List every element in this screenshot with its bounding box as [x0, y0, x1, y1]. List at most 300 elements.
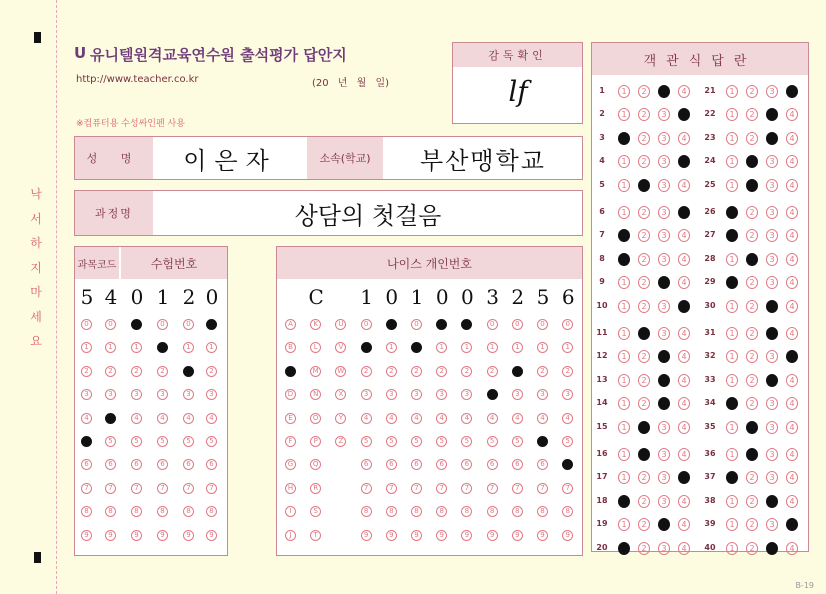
answer-bubble[interactable]: 2 [638, 253, 650, 266]
answer-bubble[interactable]: 1 [618, 179, 630, 192]
answer-bubble[interactable]: 2 [746, 542, 758, 555]
omr-bubble[interactable]: 0 [386, 319, 397, 330]
omr-letter-bubble[interactable]: T [310, 530, 321, 541]
answer-bubble[interactable]: 4 [678, 471, 690, 484]
omr-bubble[interactable]: 1 [512, 342, 523, 353]
omr-bubble[interactable]: 2 [81, 366, 92, 377]
answer-bubble[interactable]: 2 [638, 327, 650, 340]
answer-bubble[interactable]: 3 [658, 300, 670, 313]
omr-bubble[interactable]: 8 [562, 506, 573, 517]
answer-bubble[interactable]: 3 [766, 542, 778, 555]
omr-bubble[interactable]: 8 [206, 506, 217, 517]
answer-bubble[interactable]: 1 [726, 542, 738, 555]
answer-bubble[interactable]: 4 [678, 397, 690, 410]
answer-bubble[interactable]: 3 [766, 300, 778, 313]
omr-letter-bubble[interactable]: A [285, 319, 296, 330]
answer-bubble[interactable]: 2 [746, 85, 758, 98]
answer-bubble[interactable]: 2 [638, 350, 650, 363]
answer-bubble[interactable]: 2 [638, 374, 650, 387]
omr-letter-bubble[interactable]: J [285, 530, 296, 541]
omr-bubble[interactable]: 6 [487, 459, 498, 470]
omr-bubble[interactable]: 8 [183, 506, 194, 517]
answer-bubble[interactable]: 3 [658, 132, 670, 145]
omr-bubble[interactable]: 1 [411, 342, 422, 353]
answer-bubble[interactable]: 1 [726, 155, 738, 168]
answer-bubble[interactable]: 1 [726, 132, 738, 145]
answer-bubble[interactable]: 1 [726, 350, 738, 363]
answer-bubble[interactable]: 3 [658, 518, 670, 531]
omr-bubble[interactable]: 1 [537, 342, 548, 353]
answer-bubble[interactable]: 1 [726, 448, 738, 461]
answer-bubble[interactable]: 3 [658, 253, 670, 266]
omr-bubble[interactable]: 8 [105, 506, 116, 517]
omr-bubble[interactable]: 2 [487, 366, 498, 377]
omr-bubble[interactable]: 7 [206, 483, 217, 494]
omr-bubble[interactable]: 8 [361, 506, 372, 517]
answer-bubble[interactable]: 2 [638, 471, 650, 484]
omr-bubble[interactable]: 3 [183, 389, 194, 400]
omr-bubble[interactable]: 6 [81, 459, 92, 470]
answer-bubble[interactable]: 2 [746, 179, 758, 192]
answer-bubble[interactable]: 1 [726, 397, 738, 410]
omr-bubble[interactable]: 1 [183, 342, 194, 353]
omr-letter-bubble[interactable]: P [310, 436, 321, 447]
answer-bubble[interactable]: 1 [618, 132, 630, 145]
omr-letter-bubble[interactable]: E [285, 413, 296, 424]
answer-bubble[interactable]: 4 [786, 85, 798, 98]
answer-bubble[interactable]: 4 [678, 327, 690, 340]
answer-bubble[interactable]: 3 [766, 155, 778, 168]
answer-bubble[interactable]: 1 [726, 85, 738, 98]
answer-bubble[interactable]: 2 [746, 155, 758, 168]
omr-bubble[interactable]: 7 [386, 483, 397, 494]
omr-bubble[interactable]: 6 [157, 459, 168, 470]
omr-bubble[interactable]: 9 [487, 530, 498, 541]
answer-bubble[interactable]: 3 [766, 108, 778, 121]
omr-bubble[interactable]: 0 [411, 319, 422, 330]
answer-bubble[interactable]: 2 [638, 300, 650, 313]
omr-bubble[interactable]: 9 [81, 530, 92, 541]
answer-bubble[interactable]: 2 [638, 132, 650, 145]
omr-letter-bubble[interactable]: B [285, 342, 296, 353]
answer-bubble[interactable]: 1 [618, 542, 630, 555]
answer-bubble[interactable]: 4 [786, 350, 798, 363]
omr-bubble[interactable]: 5 [436, 436, 447, 447]
omr-bubble[interactable]: 1 [157, 342, 168, 353]
omr-bubble[interactable]: 4 [361, 413, 372, 424]
answer-bubble[interactable]: 3 [766, 253, 778, 266]
omr-bubble[interactable]: 9 [512, 530, 523, 541]
omr-bubble[interactable]: 7 [461, 483, 472, 494]
omr-bubble[interactable]: 0 [206, 319, 217, 330]
omr-bubble[interactable]: 9 [206, 530, 217, 541]
answer-bubble[interactable]: 2 [746, 397, 758, 410]
answer-bubble[interactable]: 2 [638, 276, 650, 289]
answer-bubble[interactable]: 1 [618, 397, 630, 410]
omr-bubble[interactable]: 2 [386, 366, 397, 377]
answer-bubble[interactable]: 3 [766, 518, 778, 531]
omr-bubble[interactable]: 3 [206, 389, 217, 400]
omr-bubble[interactable]: 7 [537, 483, 548, 494]
omr-bubble[interactable]: 3 [562, 389, 573, 400]
answer-bubble[interactable]: 3 [658, 206, 670, 219]
answer-bubble[interactable]: 3 [766, 179, 778, 192]
omr-bubble[interactable]: 2 [206, 366, 217, 377]
omr-bubble[interactable]: 9 [537, 530, 548, 541]
omr-letter-bubble[interactable]: O [310, 413, 321, 424]
omr-bubble[interactable]: 3 [512, 389, 523, 400]
omr-bubble[interactable]: 6 [386, 459, 397, 470]
answer-bubble[interactable]: 4 [786, 229, 798, 242]
answer-bubble[interactable]: 2 [746, 327, 758, 340]
omr-bubble[interactable]: 8 [157, 506, 168, 517]
omr-letter-bubble[interactable]: U [335, 319, 346, 330]
answer-bubble[interactable]: 3 [658, 495, 670, 508]
omr-bubble[interactable]: 8 [436, 506, 447, 517]
answer-bubble[interactable]: 1 [618, 300, 630, 313]
answer-bubble[interactable]: 4 [786, 253, 798, 266]
answer-bubble[interactable]: 4 [678, 276, 690, 289]
answer-bubble[interactable]: 4 [678, 542, 690, 555]
answer-bubble[interactable]: 4 [678, 518, 690, 531]
answer-bubble[interactable]: 2 [746, 421, 758, 434]
omr-bubble[interactable]: 9 [157, 530, 168, 541]
omr-bubble[interactable]: 1 [386, 342, 397, 353]
answer-bubble[interactable]: 4 [786, 300, 798, 313]
omr-bubble[interactable]: 9 [386, 530, 397, 541]
omr-bubble[interactable]: 6 [436, 459, 447, 470]
omr-letter-bubble[interactable]: L [310, 342, 321, 353]
omr-letter-bubble[interactable]: Z [335, 436, 346, 447]
omr-bubble[interactable]: 7 [361, 483, 372, 494]
answer-bubble[interactable]: 4 [786, 542, 798, 555]
answer-bubble[interactable]: 2 [746, 276, 758, 289]
omr-bubble[interactable]: 8 [487, 506, 498, 517]
answer-bubble[interactable]: 1 [618, 253, 630, 266]
answer-bubble[interactable]: 4 [678, 108, 690, 121]
answer-bubble[interactable]: 4 [678, 495, 690, 508]
omr-bubble[interactable]: 3 [487, 389, 498, 400]
omr-bubble[interactable]: 5 [81, 436, 92, 447]
omr-bubble[interactable]: 3 [436, 389, 447, 400]
omr-bubble[interactable]: 7 [183, 483, 194, 494]
omr-bubble[interactable]: 1 [461, 342, 472, 353]
answer-bubble[interactable]: 2 [638, 206, 650, 219]
omr-bubble[interactable]: 0 [105, 319, 116, 330]
omr-bubble[interactable]: 3 [537, 389, 548, 400]
omr-bubble[interactable]: 0 [183, 319, 194, 330]
omr-bubble[interactable]: 0 [512, 319, 523, 330]
omr-bubble[interactable]: 4 [105, 413, 116, 424]
omr-bubble[interactable]: 4 [461, 413, 472, 424]
answer-bubble[interactable]: 2 [746, 229, 758, 242]
omr-bubble[interactable]: 7 [436, 483, 447, 494]
answer-bubble[interactable]: 1 [618, 495, 630, 508]
answer-bubble[interactable]: 2 [746, 374, 758, 387]
answer-bubble[interactable]: 1 [618, 350, 630, 363]
answer-bubble[interactable]: 4 [786, 448, 798, 461]
omr-bubble[interactable]: 8 [461, 506, 472, 517]
answer-bubble[interactable]: 3 [766, 327, 778, 340]
answer-bubble[interactable]: 1 [618, 229, 630, 242]
omr-bubble[interactable]: 0 [81, 319, 92, 330]
omr-bubble[interactable]: 0 [157, 319, 168, 330]
answer-bubble[interactable]: 4 [678, 421, 690, 434]
omr-bubble[interactable]: 4 [512, 413, 523, 424]
answer-bubble[interactable]: 4 [678, 229, 690, 242]
omr-bubble[interactable]: 3 [461, 389, 472, 400]
answer-bubble[interactable]: 4 [786, 421, 798, 434]
answer-bubble[interactable]: 3 [766, 471, 778, 484]
omr-bubble[interactable]: 5 [131, 436, 142, 447]
answer-bubble[interactable]: 3 [766, 350, 778, 363]
omr-bubble[interactable]: 7 [105, 483, 116, 494]
omr-letter-bubble[interactable]: R [310, 483, 321, 494]
omr-bubble[interactable]: 9 [411, 530, 422, 541]
omr-bubble[interactable]: 6 [361, 459, 372, 470]
answer-bubble[interactable]: 1 [726, 421, 738, 434]
answer-bubble[interactable]: 1 [726, 229, 738, 242]
answer-bubble[interactable]: 4 [786, 132, 798, 145]
answer-bubble[interactable]: 3 [658, 85, 670, 98]
omr-bubble[interactable]: 7 [411, 483, 422, 494]
answer-bubble[interactable]: 2 [746, 132, 758, 145]
omr-letter-bubble[interactable]: N [310, 389, 321, 400]
omr-bubble[interactable]: 0 [131, 319, 142, 330]
omr-bubble[interactable]: 9 [183, 530, 194, 541]
omr-bubble[interactable]: 9 [361, 530, 372, 541]
answer-bubble[interactable]: 4 [678, 206, 690, 219]
answer-bubble[interactable]: 3 [766, 276, 778, 289]
omr-bubble[interactable]: 6 [105, 459, 116, 470]
omr-letter-bubble[interactable]: M [310, 366, 321, 377]
answer-bubble[interactable]: 2 [638, 397, 650, 410]
answer-bubble[interactable]: 1 [726, 300, 738, 313]
answer-bubble[interactable]: 1 [726, 495, 738, 508]
omr-bubble[interactable]: 6 [411, 459, 422, 470]
answer-bubble[interactable]: 3 [766, 85, 778, 98]
answer-bubble[interactable]: 1 [618, 108, 630, 121]
answer-bubble[interactable]: 3 [658, 471, 670, 484]
omr-bubble[interactable]: 9 [131, 530, 142, 541]
answer-bubble[interactable]: 4 [786, 179, 798, 192]
omr-bubble[interactable]: 0 [562, 319, 573, 330]
omr-bubble[interactable]: 4 [131, 413, 142, 424]
omr-letter-bubble[interactable]: S [310, 506, 321, 517]
omr-bubble[interactable]: 1 [105, 342, 116, 353]
omr-letter-bubble[interactable]: D [285, 389, 296, 400]
answer-bubble[interactable]: 3 [766, 448, 778, 461]
omr-bubble[interactable]: 3 [157, 389, 168, 400]
answer-bubble[interactable]: 1 [726, 327, 738, 340]
omr-bubble[interactable]: 7 [487, 483, 498, 494]
answer-bubble[interactable]: 3 [766, 206, 778, 219]
answer-bubble[interactable]: 1 [618, 374, 630, 387]
answer-bubble[interactable]: 1 [726, 253, 738, 266]
omr-bubble[interactable]: 8 [81, 506, 92, 517]
omr-bubble[interactable]: 2 [131, 366, 142, 377]
answer-bubble[interactable]: 2 [638, 108, 650, 121]
omr-bubble[interactable]: 4 [206, 413, 217, 424]
answer-bubble[interactable]: 4 [786, 327, 798, 340]
omr-bubble[interactable]: 6 [512, 459, 523, 470]
answer-bubble[interactable]: 4 [786, 276, 798, 289]
answer-bubble[interactable]: 2 [746, 300, 758, 313]
answer-bubble[interactable]: 2 [746, 206, 758, 219]
omr-bubble[interactable]: 5 [386, 436, 397, 447]
omr-bubble[interactable]: 5 [411, 436, 422, 447]
omr-bubble[interactable]: 3 [386, 389, 397, 400]
answer-bubble[interactable]: 4 [678, 85, 690, 98]
omr-bubble[interactable]: 9 [562, 530, 573, 541]
omr-letter-bubble[interactable]: G [285, 459, 296, 470]
omr-bubble[interactable]: 7 [81, 483, 92, 494]
omr-letter-bubble[interactable]: C [285, 366, 296, 377]
answer-bubble[interactable]: 4 [786, 206, 798, 219]
answer-bubble[interactable]: 3 [658, 397, 670, 410]
answer-bubble[interactable]: 2 [638, 85, 650, 98]
omr-bubble[interactable]: 8 [411, 506, 422, 517]
answer-bubble[interactable]: 4 [678, 179, 690, 192]
answer-bubble[interactable]: 1 [618, 421, 630, 434]
omr-bubble[interactable]: 4 [487, 413, 498, 424]
omr-bubble[interactable]: 1 [487, 342, 498, 353]
omr-bubble[interactable]: 0 [487, 319, 498, 330]
answer-bubble[interactable]: 1 [618, 155, 630, 168]
omr-bubble[interactable]: 2 [461, 366, 472, 377]
omr-bubble[interactable]: 3 [81, 389, 92, 400]
answer-bubble[interactable]: 2 [638, 518, 650, 531]
answer-bubble[interactable]: 2 [638, 495, 650, 508]
omr-bubble[interactable]: 4 [562, 413, 573, 424]
answer-bubble[interactable]: 4 [678, 253, 690, 266]
answer-bubble[interactable]: 1 [726, 179, 738, 192]
answer-bubble[interactable]: 2 [746, 448, 758, 461]
omr-bubble[interactable]: 1 [562, 342, 573, 353]
answer-bubble[interactable]: 4 [678, 350, 690, 363]
omr-bubble[interactable]: 1 [81, 342, 92, 353]
answer-bubble[interactable]: 2 [746, 253, 758, 266]
answer-bubble[interactable]: 3 [658, 108, 670, 121]
omr-bubble[interactable]: 2 [361, 366, 372, 377]
answer-bubble[interactable]: 3 [658, 229, 670, 242]
answer-bubble[interactable]: 4 [786, 397, 798, 410]
omr-bubble[interactable]: 0 [436, 319, 447, 330]
answer-bubble[interactable]: 2 [638, 155, 650, 168]
omr-bubble[interactable]: 1 [206, 342, 217, 353]
omr-letter-bubble[interactable]: H [285, 483, 296, 494]
omr-bubble[interactable]: 8 [131, 506, 142, 517]
omr-bubble[interactable]: 6 [131, 459, 142, 470]
omr-bubble[interactable]: 1 [436, 342, 447, 353]
answer-bubble[interactable]: 4 [786, 108, 798, 121]
answer-bubble[interactable]: 1 [618, 448, 630, 461]
answer-bubble[interactable]: 1 [726, 206, 738, 219]
answer-bubble[interactable]: 1 [618, 85, 630, 98]
answer-bubble[interactable]: 4 [678, 448, 690, 461]
omr-letter-bubble[interactable]: X [335, 389, 346, 400]
omr-bubble[interactable]: 3 [131, 389, 142, 400]
answer-bubble[interactable]: 4 [786, 471, 798, 484]
omr-bubble[interactable]: 4 [386, 413, 397, 424]
answer-bubble[interactable]: 1 [726, 471, 738, 484]
omr-bubble[interactable]: 7 [562, 483, 573, 494]
answer-bubble[interactable]: 4 [786, 518, 798, 531]
omr-bubble[interactable]: 9 [105, 530, 116, 541]
omr-bubble[interactable]: 8 [386, 506, 397, 517]
answer-bubble[interactable]: 4 [678, 300, 690, 313]
omr-bubble[interactable]: 2 [537, 366, 548, 377]
omr-bubble[interactable]: 5 [461, 436, 472, 447]
answer-bubble[interactable]: 1 [618, 327, 630, 340]
answer-bubble[interactable]: 3 [766, 229, 778, 242]
answer-bubble[interactable]: 3 [658, 276, 670, 289]
omr-bubble[interactable]: 2 [562, 366, 573, 377]
answer-bubble[interactable]: 2 [746, 108, 758, 121]
omr-bubble[interactable]: 5 [537, 436, 548, 447]
omr-bubble[interactable]: 2 [105, 366, 116, 377]
omr-bubble[interactable]: 4 [411, 413, 422, 424]
answer-bubble[interactable]: 3 [766, 374, 778, 387]
omr-bubble[interactable]: 9 [436, 530, 447, 541]
answer-bubble[interactable]: 4 [678, 132, 690, 145]
answer-bubble[interactable]: 1 [726, 374, 738, 387]
omr-bubble[interactable]: 3 [105, 389, 116, 400]
answer-bubble[interactable]: 3 [658, 327, 670, 340]
omr-bubble[interactable]: 0 [461, 319, 472, 330]
answer-bubble[interactable]: 2 [638, 542, 650, 555]
answer-bubble[interactable]: 3 [766, 132, 778, 145]
omr-bubble[interactable]: 5 [361, 436, 372, 447]
omr-bubble[interactable]: 5 [512, 436, 523, 447]
omr-bubble[interactable]: 5 [183, 436, 194, 447]
omr-bubble[interactable]: 6 [461, 459, 472, 470]
omr-bubble[interactable]: 4 [537, 413, 548, 424]
omr-bubble[interactable]: 5 [105, 436, 116, 447]
omr-bubble[interactable]: 9 [461, 530, 472, 541]
answer-bubble[interactable]: 3 [658, 374, 670, 387]
omr-bubble[interactable]: 2 [512, 366, 523, 377]
omr-letter-bubble[interactable]: W [335, 366, 346, 377]
answer-bubble[interactable]: 3 [658, 542, 670, 555]
omr-bubble[interactable]: 5 [206, 436, 217, 447]
omr-bubble[interactable]: 1 [361, 342, 372, 353]
omr-bubble[interactable]: 6 [537, 459, 548, 470]
omr-bubble[interactable]: 7 [157, 483, 168, 494]
omr-bubble[interactable]: 4 [183, 413, 194, 424]
answer-bubble[interactable]: 2 [638, 179, 650, 192]
omr-bubble[interactable]: 3 [411, 389, 422, 400]
answer-bubble[interactable]: 2 [746, 350, 758, 363]
omr-bubble[interactable]: 4 [81, 413, 92, 424]
omr-bubble[interactable]: 6 [183, 459, 194, 470]
omr-bubble[interactable]: 2 [436, 366, 447, 377]
omr-bubble[interactable]: 1 [131, 342, 142, 353]
answer-bubble[interactable]: 1 [618, 276, 630, 289]
omr-bubble[interactable]: 2 [157, 366, 168, 377]
omr-letter-bubble[interactable]: I [285, 506, 296, 517]
omr-letter-bubble[interactable]: F [285, 436, 296, 447]
omr-letter-bubble[interactable]: Q [310, 459, 321, 470]
answer-bubble[interactable]: 2 [638, 229, 650, 242]
omr-bubble[interactable]: 0 [361, 319, 372, 330]
omr-bubble[interactable]: 8 [512, 506, 523, 517]
answer-bubble[interactable]: 3 [658, 448, 670, 461]
omr-bubble[interactable]: 5 [157, 436, 168, 447]
omr-letter-bubble[interactable]: V [335, 342, 346, 353]
answer-bubble[interactable]: 3 [766, 397, 778, 410]
omr-bubble[interactable]: 0 [537, 319, 548, 330]
